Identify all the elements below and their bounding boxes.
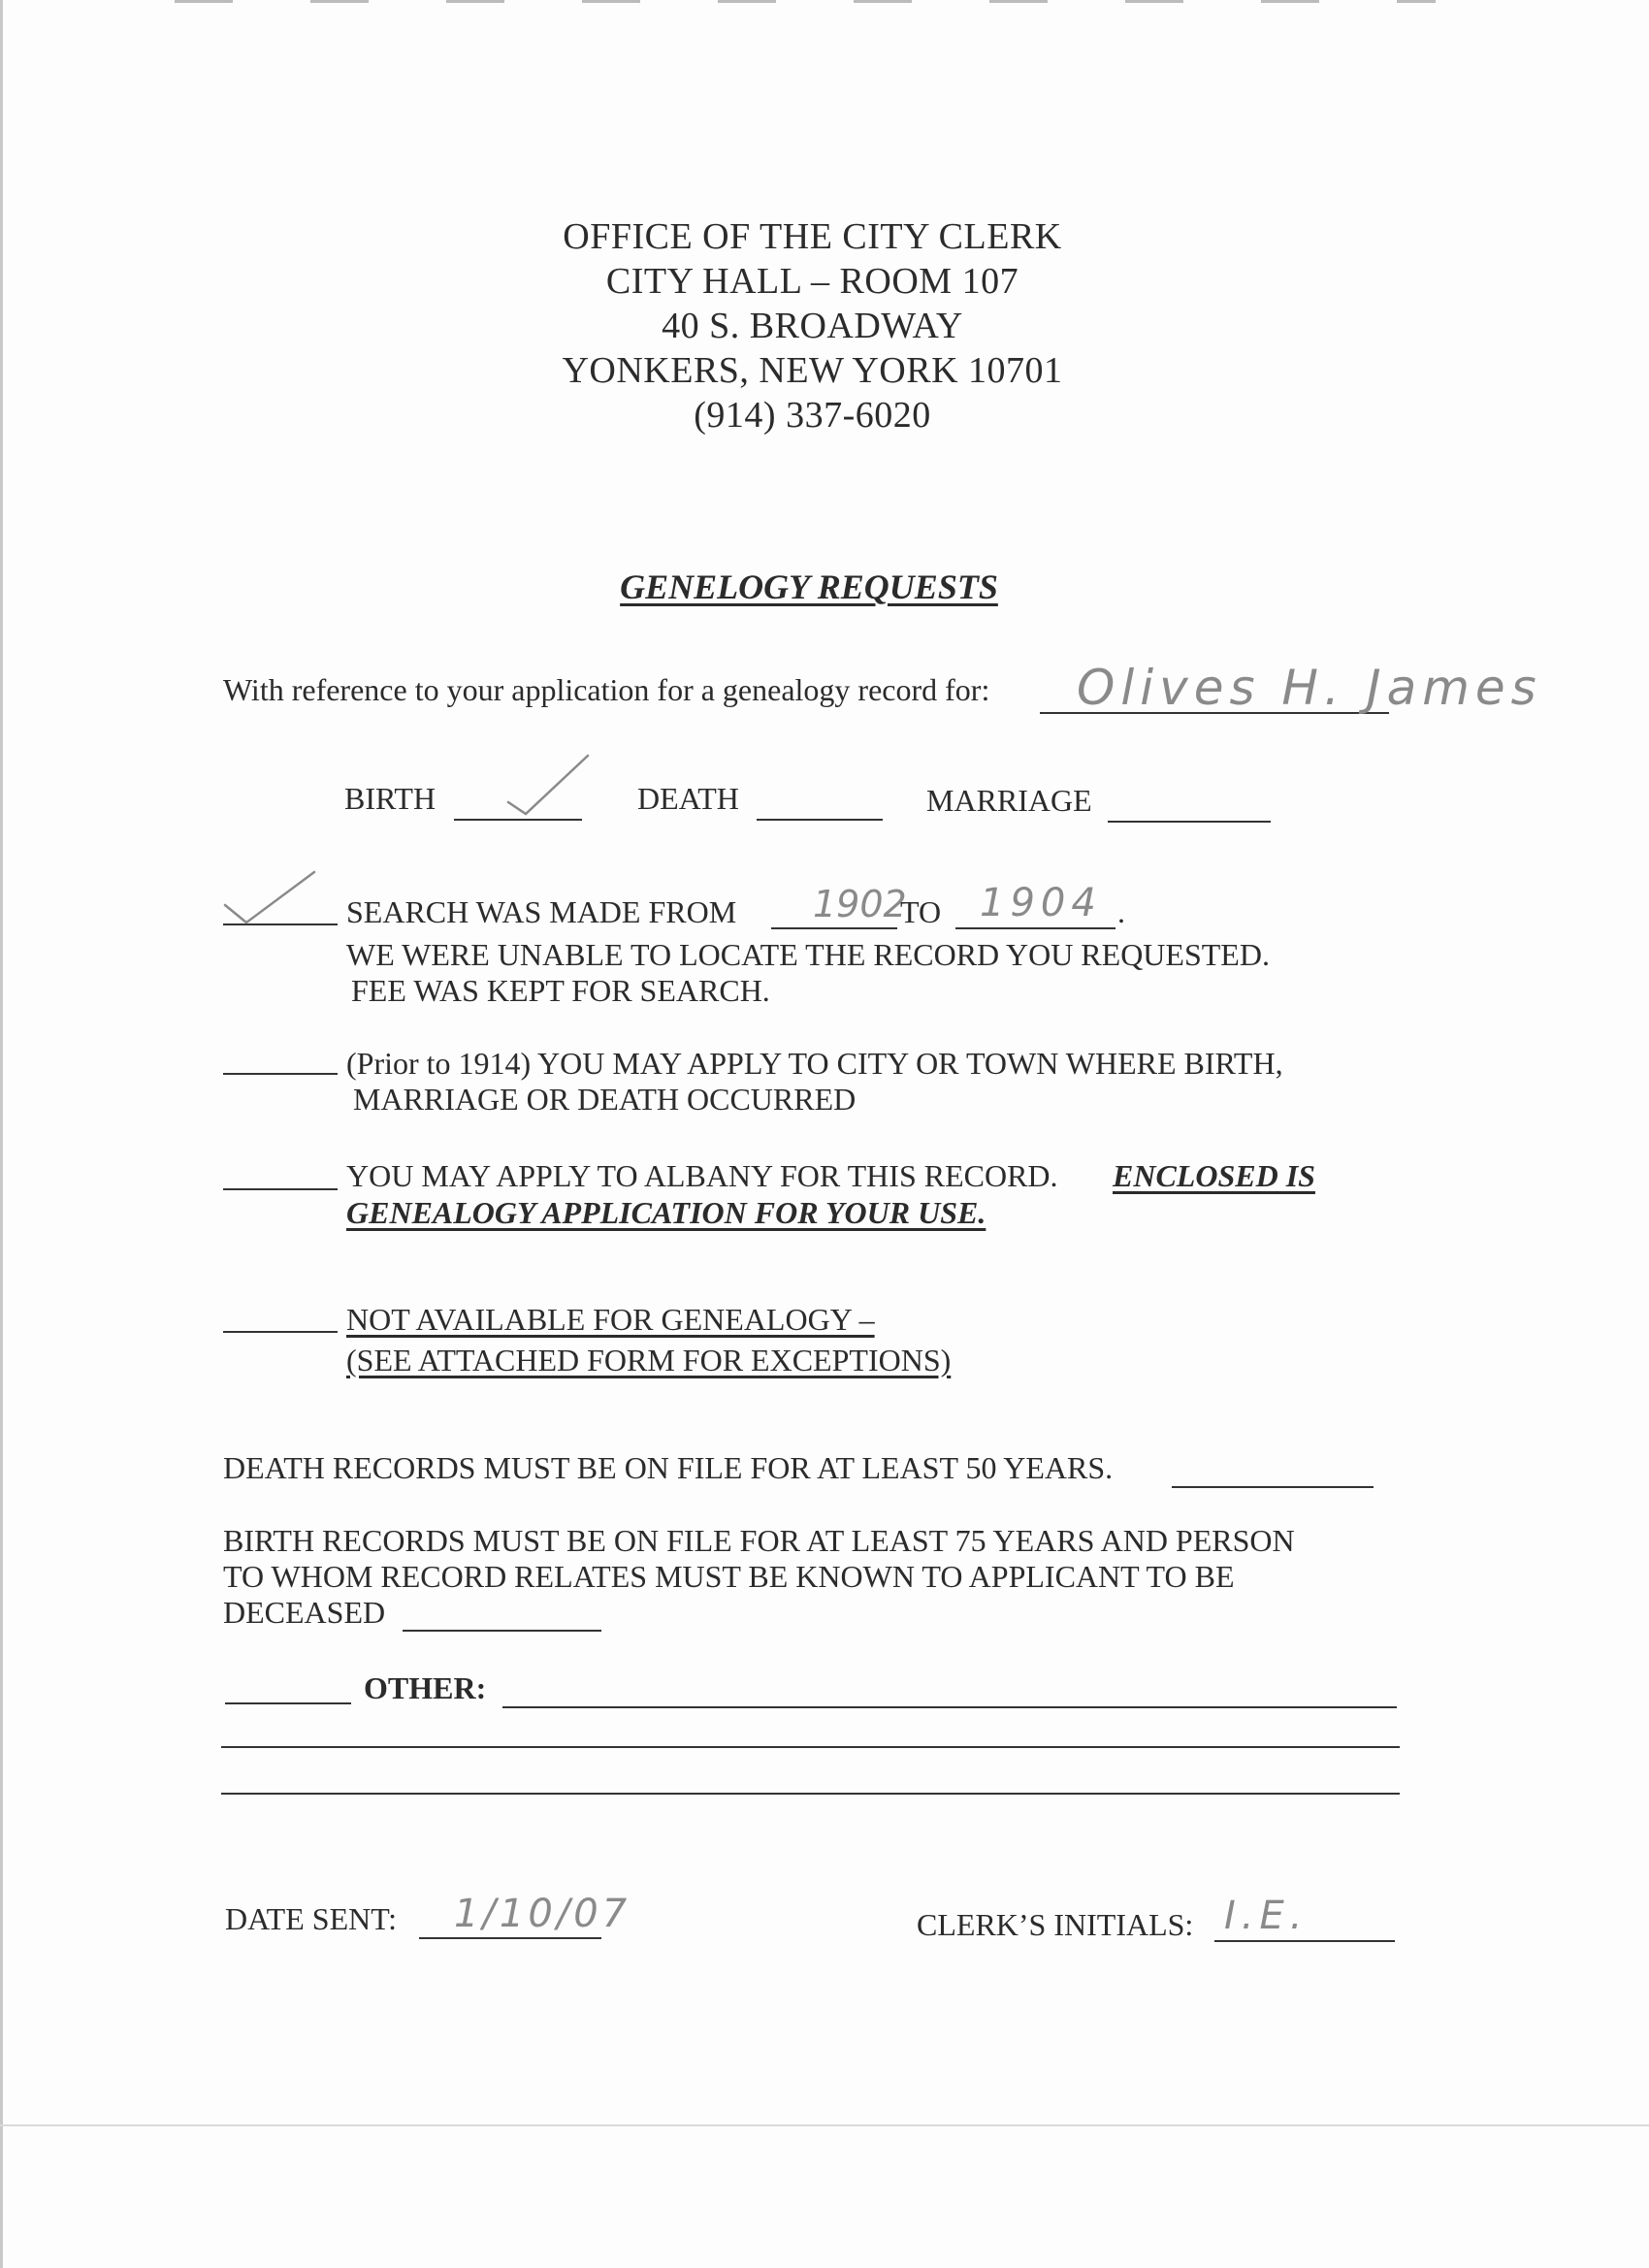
birth-label: BIRTH: [344, 781, 436, 816]
death-label: DEATH: [637, 781, 739, 816]
marriage-label: MARRIAGE: [926, 783, 1092, 818]
not-available-check-line: [223, 1331, 338, 1333]
clerk-initials-handwritten: I.E.: [1224, 1894, 1309, 1938]
not-available-text: NOT AVAILABLE FOR GENEALOGY –: [346, 1302, 875, 1337]
clerk-initials-line: [1214, 1940, 1395, 1942]
header-room: CITY HALL – ROOM 107: [605, 261, 1019, 302]
other-label: OTHER:: [364, 1670, 487, 1705]
other-check-line: [225, 1702, 351, 1704]
prior-text-line2: MARRIAGE OR DEATH OCCURRED: [353, 1082, 857, 1117]
search-label: SEARCH WAS MADE FROM: [346, 894, 737, 929]
birth-rule-line1: BIRTH RECORDS MUST BE ON FILE FOR AT LEAST 75 YEARS AND PERSON: [223, 1523, 1295, 1558]
search-fee-text: FEE WAS KEPT FOR SEARCH.: [351, 973, 770, 1008]
other-line-2: [221, 1746, 1400, 1748]
date-sent-label: DATE SENT:: [225, 1901, 398, 1936]
date-sent-line: [419, 1937, 601, 1939]
header-phone: (914) 337-6020: [694, 395, 931, 436]
reference-name-handwritten: Olives H. James: [1077, 660, 1542, 716]
prior-text-line1: (Prior to 1914) YOU MAY APPLY TO CITY OR TOWN WHERE BIRTH,: [346, 1046, 1283, 1081]
birth-rule-line3: DECEASED: [223, 1595, 386, 1630]
albany-enclosed-text: ENCLOSED IS: [1113, 1158, 1315, 1193]
birth-rule-line2: TO WHOM RECORD RELATES MUST BE KNOWN TO APPLICANT TO BE: [223, 1559, 1235, 1594]
scan-fold-line: [0, 2124, 1649, 2126]
other-line-1: [502, 1706, 1397, 1708]
albany-text: YOU MAY APPLY TO ALBANY FOR THIS RECORD.: [346, 1158, 1058, 1193]
death-rule-line: [1172, 1486, 1374, 1488]
search-unable-text: WE WERE UNABLE TO LOCATE THE RECORD YOU REQUESTED.: [346, 937, 1270, 972]
albany-check-line: [223, 1188, 338, 1190]
to-year-handwritten: 1904: [980, 881, 1102, 925]
header-street: 40 S. BROADWAY: [662, 306, 963, 346]
to-year-line: [955, 927, 1116, 929]
scan-top-edge: [175, 0, 1436, 3]
deceased-line: [403, 1630, 601, 1632]
death-rule-text: DEATH RECORDS MUST BE ON FILE FOR AT LEAST 50 YEARS.: [223, 1450, 1114, 1485]
from-year-handwritten: 1902: [813, 883, 907, 925]
date-sent-handwritten: 1/10/07: [454, 1892, 631, 1936]
to-label: TO: [900, 894, 942, 929]
birth-checkmark-icon: [504, 752, 592, 820]
from-year-line: [771, 927, 897, 929]
death-line: [757, 819, 883, 821]
reference-label: With reference to your application for a genealogy record for:: [223, 672, 990, 707]
search-period: .: [1117, 894, 1125, 929]
other-line-3: [221, 1793, 1400, 1795]
header-city: YONKERS, NEW YORK 10701: [562, 350, 1063, 391]
search-checkmark-icon: [221, 868, 318, 926]
page-title: GENELOGY REQUESTS: [620, 567, 998, 606]
marriage-line: [1108, 821, 1271, 823]
albany-application-text: GENEALOGY APPLICATION FOR YOUR USE.: [346, 1195, 986, 1230]
exceptions-text: (SEE ATTACHED FORM FOR EXCEPTIONS): [346, 1343, 952, 1377]
header-office: OFFICE OF THE CITY CLERK: [563, 216, 1062, 257]
prior-check-line: [223, 1073, 338, 1075]
clerk-initials-label: CLERK’S INITIALS:: [917, 1907, 1194, 1942]
